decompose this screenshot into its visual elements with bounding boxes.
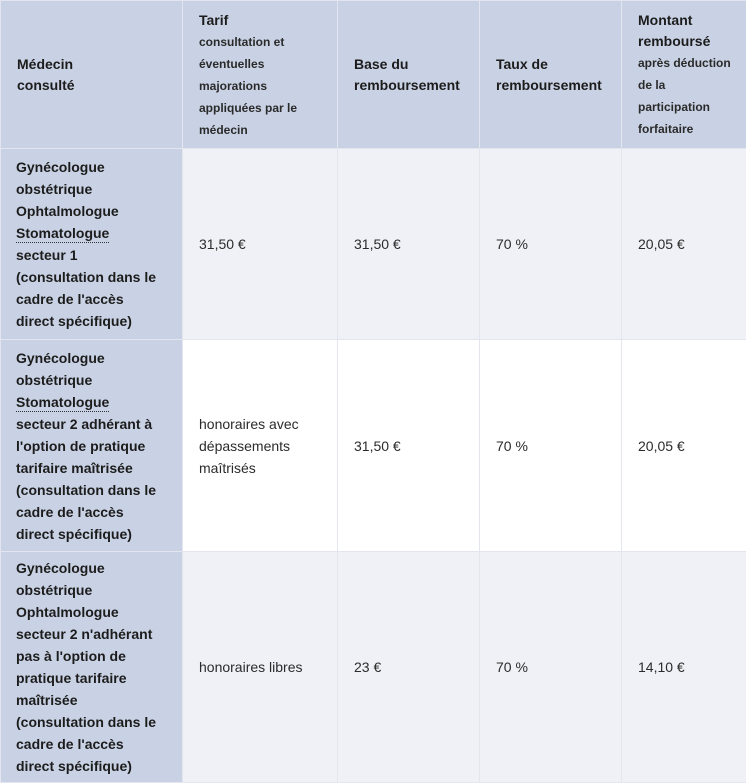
header-montant-sub: participation (638, 96, 732, 118)
stomatologue-term[interactable]: Stomatologue (16, 225, 109, 243)
doctor-line: l'option de pratique (16, 435, 170, 457)
header-taux (480, 1, 622, 149)
doctor-line: (consultation dans le (16, 711, 170, 733)
doctor-line: secteur 2 n'adhérant (16, 623, 170, 645)
doctor-line: (consultation dans le (16, 266, 170, 288)
taux-cell: 70 % (480, 340, 622, 552)
table-header-row (1, 1, 746, 149)
doctor-line (16, 391, 170, 413)
header-medecin (1, 1, 183, 149)
header-montant-sub: forfaitaire (638, 118, 732, 140)
doctor-line: Gynécologue (16, 156, 170, 178)
doctor-line: cadre de l'accès (16, 733, 170, 755)
header-base (338, 1, 480, 149)
base-cell: 31,50 € (338, 340, 480, 552)
table-row (1, 340, 746, 552)
tarif-cell (183, 149, 338, 340)
header-tarif-sub: appliquées par le (199, 97, 323, 119)
header-montant (622, 1, 746, 149)
tarif-line: maîtrisés (199, 457, 323, 479)
doctor-line: (consultation dans le (16, 479, 170, 501)
header-base-line: Base du (354, 54, 465, 75)
row-doctor-cell (1, 149, 183, 340)
doctor-line: Ophtalmologue (16, 200, 170, 222)
doctor-line: obstétrique (16, 579, 170, 601)
doctor-line: Gynécologue (16, 557, 170, 579)
header-taux-line: Taux de (496, 54, 607, 75)
doctor-line: cadre de l'accès (16, 288, 170, 310)
doctor-line: tarifaire maîtrisée (16, 457, 170, 479)
row-doctor-cell (1, 552, 183, 783)
doctor-line: direct spécifique) (16, 755, 170, 777)
header-montant-sub: de la (638, 74, 732, 96)
montant-cell: 14,10 € (622, 552, 746, 783)
tarif-line: honoraires libres (199, 656, 323, 678)
doctor-line: obstétrique (16, 178, 170, 200)
header-tarif (183, 1, 338, 149)
header-tarif-sub: médecin (199, 119, 323, 141)
doctor-line (16, 222, 170, 244)
header-medecin-line: Médecin (17, 54, 168, 75)
doctor-line: direct spécifique) (16, 523, 170, 545)
doctor-line: secteur 2 adhérant à (16, 413, 170, 435)
tarif-line: dépassements (199, 435, 323, 457)
taux-cell: 70 % (480, 552, 622, 783)
header-montant-title: Montant (638, 10, 732, 31)
header-tarif-title: Tarif (199, 10, 323, 31)
tarif-cell (183, 340, 338, 552)
tarif-cell (183, 552, 338, 783)
doctor-line: obstétrique (16, 369, 170, 391)
base-cell: 31,50 € (338, 149, 480, 340)
doctor-line: Ophtalmologue (16, 601, 170, 623)
taux-cell: 70 % (480, 149, 622, 340)
doctor-line: pratique tarifaire (16, 667, 170, 689)
table-row (1, 149, 746, 340)
header-base-line: remboursement (354, 75, 465, 96)
tarif-line: 31,50 € (199, 233, 323, 255)
doctor-line: secteur 1 (16, 244, 170, 266)
tarif-line: honoraires avec (199, 413, 323, 435)
doctor-line: cadre de l'accès (16, 501, 170, 523)
doctor-line: maîtrisée (16, 689, 170, 711)
montant-cell: 20,05 € (622, 340, 746, 552)
stomatologue-term[interactable]: Stomatologue (16, 394, 109, 412)
doctor-line: Gynécologue (16, 347, 170, 369)
header-montant-sub: après déduction (638, 52, 732, 74)
base-cell: 23 € (338, 552, 480, 783)
doctor-line: direct spécifique) (16, 310, 170, 332)
doctor-line: pas à l'option de (16, 645, 170, 667)
montant-cell: 20,05 € (622, 149, 746, 340)
header-medecin-line: consulté (17, 75, 168, 96)
header-montant-title: remboursé (638, 31, 732, 52)
table-row (1, 552, 746, 783)
header-tarif-sub: consultation et (199, 31, 323, 53)
row-doctor-cell (1, 340, 183, 552)
header-tarif-sub: éventuelles (199, 53, 323, 75)
header-tarif-sub: majorations (199, 75, 323, 97)
header-taux-line: remboursement (496, 75, 607, 96)
